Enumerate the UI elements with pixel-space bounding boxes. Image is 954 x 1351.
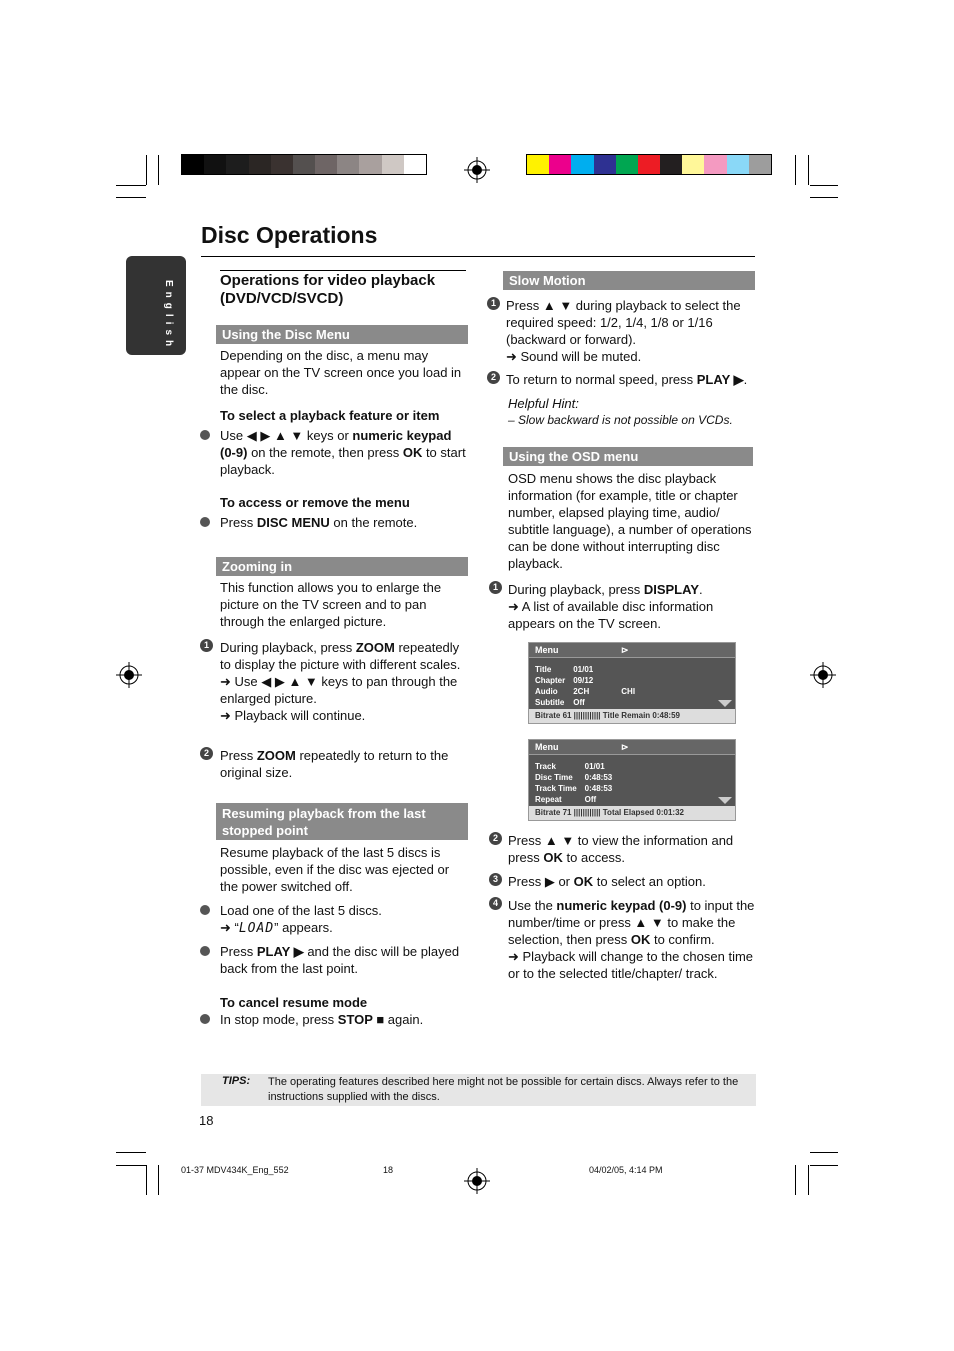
osd-step3: Press ▶ or OK to select an option. [508,874,706,889]
gray-swatch [226,155,248,174]
zoom-intro: This function allows you to enlarge the picture on the TV screen and to pan through the enlarged picture. [220,580,442,629]
page-title: Disc Operations [201,222,378,248]
language-tab [126,256,186,355]
gray-swatch [315,155,337,174]
step-number-icon: 2 [489,832,502,845]
select-instructions: Use ◀ ▶ ▲ ▼ keys or numeric keypad (0-9) on the remote, then press OK to start playback. [220,428,466,477]
gray-swatch [249,155,271,174]
footer-page: 18 [383,1165,394,1175]
play-icon: ⊳ [621,742,629,752]
disc-menu-intro: Depending on the disc, a menu may appear on the TV screen once you load in the disc. [220,348,462,397]
gray-swatch [182,155,204,174]
bullet-icon [200,946,210,956]
step-number-icon: 1 [489,581,502,594]
footer-filename: 01-37 MDV434K_Eng_552 [181,1165,289,1175]
registration-mark-icon [810,662,836,688]
gray-swatch [404,155,426,174]
osd-info-table: Title 01/01 Chapter 09/12 Audio 2CH CHI Subtitle Off [535,665,636,707]
grayscale-calibration-bar [181,154,427,175]
scroll-down-icon [718,700,732,707]
zoom-bar: Zooming in [216,557,468,576]
registration-mark-icon [116,662,142,688]
language-tab-label: English [163,280,174,352]
crop-mark [808,1165,809,1195]
crop-mark [146,155,147,185]
select-heading: To select a playback feature or item [220,408,440,423]
footer-date: 04/02/05, 4:14 PM [589,1165,663,1175]
slow-motion-bar: Slow Motion [503,271,755,290]
tips-box [201,1074,756,1106]
lcd-load-text: LOAD [238,921,275,936]
color-calibration-bar [526,154,772,175]
osd-step4: Use the numeric keypad (0-9) to input the number/time or press ▲ ▼ to make the selection, then press OK to confirm. ➜ Playback will change to the chosen time or to the selected title/chapter/ track. [508,898,755,981]
osd-step2: Press ▲ ▼ to view the information and press OK to access. [508,833,734,865]
crop-mark [810,1152,838,1153]
zoom-step2: Press ZOOM repeatedly to return to the original size. [220,748,449,780]
step-number-icon: 1 [487,297,500,310]
osd-footer: Bitrate 61 |||||||||||| Title Remain 0:48:59 [529,709,735,723]
resume-bullet-1: Load one of the last 5 discs. ➜ “LOAD” appears. [220,903,382,936]
color-swatch [638,155,660,174]
crop-mark [810,197,838,198]
scroll-down-icon [718,797,732,804]
osd-footer: Bitrate 71 |||||||||||| Total Elapsed 0:01:32 [529,806,735,820]
resume-intro: Resume playback of the last 5 discs is possible, even if the disc was ejected or the power switched off. [220,845,450,894]
registration-mark-icon [464,1168,490,1194]
color-swatch [549,155,571,174]
osd-step1: During playback, press DISPLAY. ➜ A list of available disc information appears on the TV screen. [508,582,714,631]
osd-info-table: Track 01/01 Disc Time 0:48:53 Track Time 0:48:53 Repeat Off [535,762,613,804]
cancel-heading: To cancel resume mode [220,995,368,1010]
step-number-icon: 4 [489,897,502,910]
color-swatch [749,155,771,174]
zoom-step1: During playback, press ZOOM repeatedly to display the picture with different scales. ➜ Use ◀ ▶ ▲ ▼ keys to pan through the enlarged picture. ➜ Playback will continue. [220,640,461,723]
tips-text: The operating features described here might not be possible for certain discs. Always refer to the instructions supplied with the discs. [268,1076,739,1103]
section-title: Operations for video playback (DVD/VCD/SVCD) [220,272,436,307]
crop-mark [116,1165,146,1166]
crop-mark [116,197,146,198]
step-number-icon: 2 [200,747,213,760]
osd-screen-2 [528,739,736,821]
slow-step1: Press ▲ ▼ during playback to select the required speed: 1/2, 1/4, 1/8 or 1/16 (backward or forward). ➜ Sound will be muted. [506,298,741,364]
color-swatch [727,155,749,174]
color-swatch [704,155,726,174]
crop-mark [810,1165,838,1166]
disc-menu-bar: Using the Disc Menu [216,325,468,344]
cancel-instructions: In stop mode, press STOP ■ again. [220,1012,424,1027]
hint-text: – Slow backward is not possible on VCDs. [508,413,733,427]
osd-header: Menu ⊳ [529,740,735,755]
registration-mark-icon [464,157,490,183]
hint-title: Helpful Hint: [508,396,579,411]
osd-header: Menu ⊳ [529,643,735,658]
crop-mark [158,1165,159,1195]
gray-swatch [204,155,226,174]
crop-mark [795,1165,796,1195]
tips-label: TIPS: [222,1075,251,1087]
osd-screen-1 [528,642,736,724]
color-swatch [660,155,682,174]
resume-bullet-2: Press PLAY ▶ and the disc will be played back from the last point. [220,944,460,976]
color-swatch [682,155,704,174]
osd-intro: OSD menu shows the disc playback information (for example, title or chapter number, elapsed playing time, audio/ subtitle language), a number of operations can be done without interrupting disc playback. [508,471,752,571]
gray-swatch [293,155,315,174]
slow-step2: To return to normal speed, press PLAY ▶. [506,372,748,387]
osd-bar: Using the OSD menu [503,447,753,466]
step-number-icon: 2 [487,371,500,384]
bullet-icon [200,1014,210,1024]
gray-swatch [337,155,359,174]
crop-mark [810,185,838,186]
color-swatch [527,155,549,174]
step-number-icon: 3 [489,873,502,886]
access-heading: To access or remove the menu [220,495,410,510]
color-swatch [571,155,593,174]
access-instructions: Press DISC MENU on the remote. [220,515,418,530]
gray-swatch [382,155,404,174]
gray-swatch [359,155,381,174]
crop-mark [116,1152,146,1153]
bullet-icon [200,905,210,915]
crop-mark [116,185,146,186]
bullet-icon [200,430,210,440]
play-icon: ⊳ [621,645,629,655]
color-swatch [616,155,638,174]
crop-mark [795,155,796,185]
gray-swatch [271,155,293,174]
crop-mark [146,1165,147,1195]
crop-mark [158,155,159,185]
resume-bar: Resuming playback from the last stopped point [216,803,468,840]
step-number-icon: 1 [200,639,213,652]
bullet-icon [200,517,210,527]
crop-mark [808,155,809,185]
color-swatch [594,155,616,174]
title-rule [201,256,755,257]
section-rule [220,270,466,271]
page-number: 18 [199,1113,214,1128]
